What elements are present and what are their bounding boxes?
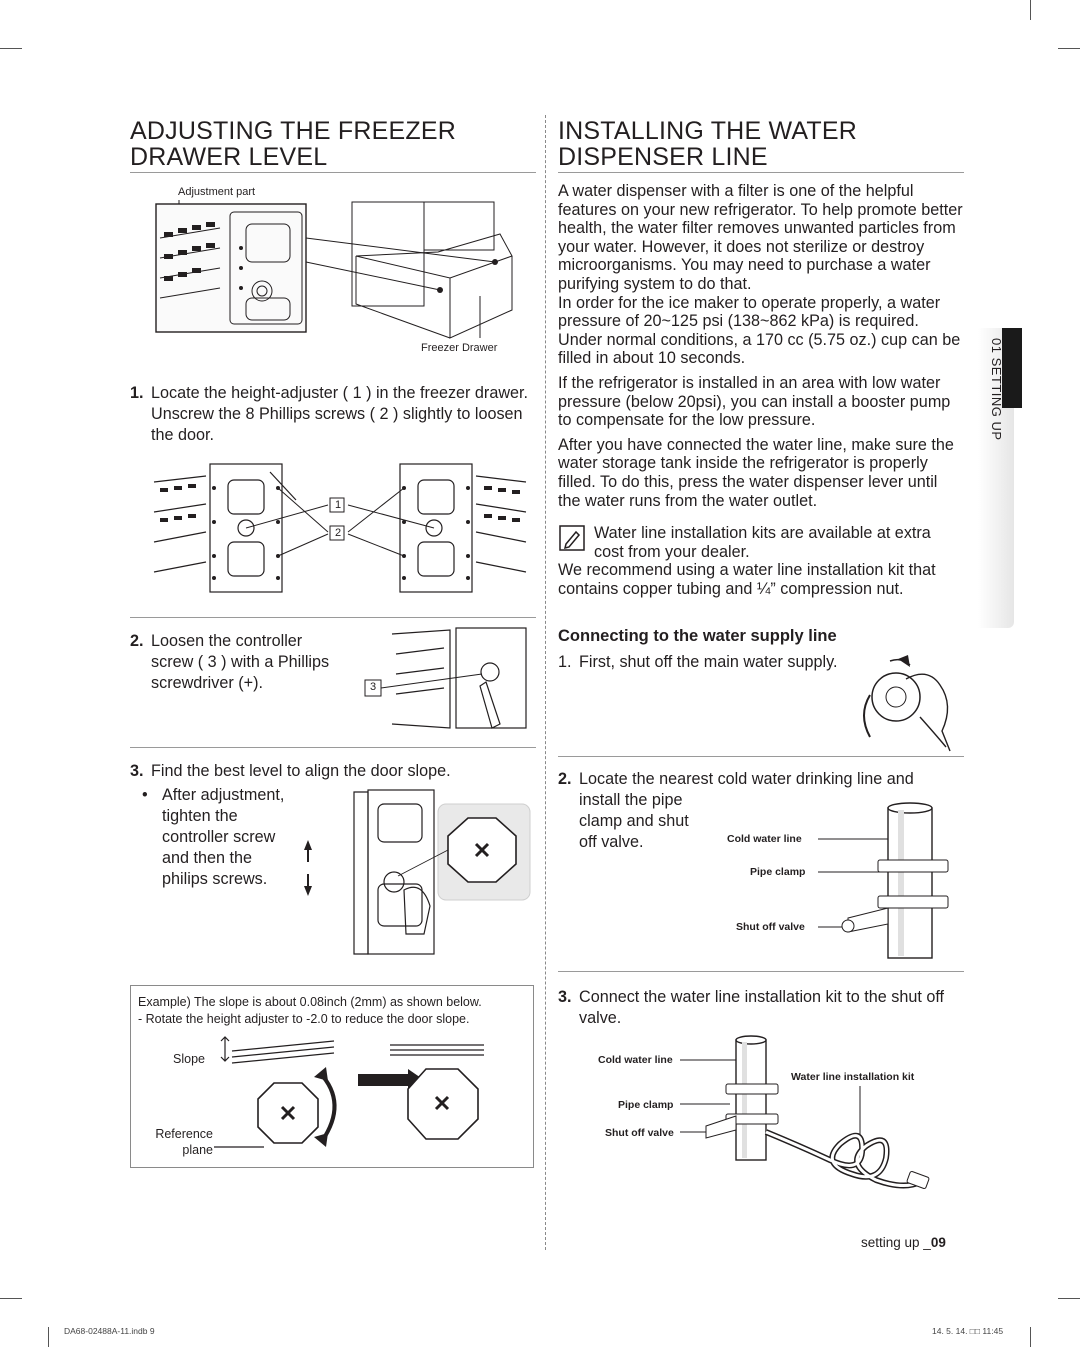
crop-mark	[1058, 48, 1080, 49]
step-number: 2.	[558, 770, 572, 788]
pipe-clamp-figure	[818, 800, 958, 965]
example-text	[138, 994, 534, 1028]
step-number: 1.	[130, 384, 144, 402]
chapter-tab-marker	[1002, 328, 1022, 408]
step-text: Loosen the controller screw ( 3 ) with a Phillips screwdriver (+).	[151, 632, 330, 692]
step-number: 2.	[130, 632, 144, 650]
pipe-clamp-label: Pipe clamp	[750, 866, 806, 878]
title-rule	[130, 172, 536, 173]
adjustment-part-label: Adjustment part	[178, 186, 256, 198]
step-text-a: Locate the nearest cold water drinking line and	[579, 770, 914, 788]
column-divider	[545, 115, 546, 1250]
print-slug-file: DA68-02488A-11.indb 9	[64, 1326, 155, 1336]
intro-paragraph-2: In order for the ice maker to operate properly, a water pressure of 20~125 psi (138~862 kPa) is required. Under normal conditions, a 170 cc (5.75 oz.) cup can be filled in about 10 seconds.	[558, 293, 961, 368]
tighten-screw-figure	[298, 784, 534, 960]
print-slug-date: 14. 5. 14. □□ 11:45	[932, 1326, 1004, 1336]
crop-mark	[1030, 1327, 1031, 1347]
section-title-water: INSTALLING THE WATER DISPENSER LINE	[558, 117, 857, 171]
intro-text	[558, 182, 964, 516]
bullet-text: After adjustment, tighten the controller screw and then the philips screws.	[162, 786, 285, 888]
crop-mark	[48, 1327, 49, 1347]
example-line-1: Example) The slope is about 0.08inch (2mm) as shown below.	[138, 995, 482, 1009]
crop-mark	[0, 1298, 22, 1299]
step-rule	[558, 756, 964, 757]
callout-2: 2	[335, 527, 342, 539]
example-line-2: - Rotate the height adjuster to -2.0 to reduce the door slope.	[138, 1012, 470, 1026]
intro-paragraph-3: If the refrigerator is installed in an area with low water pressure (below 20psi), you can install a booster pump to compensate for the low pressure.	[558, 373, 951, 430]
step-text: Find the best level to align the door slope.	[151, 762, 451, 780]
recommend-text: We recommend using a water line installation kit that contains copper tubing and ¼” compression nut.	[558, 561, 936, 598]
connecting-subheading: Connecting to the water supply line	[558, 627, 837, 645]
installation-kit-figure	[680, 1034, 950, 1209]
chapter-tab-label: 01 SETTING UP	[989, 338, 1004, 441]
step-rule	[130, 617, 536, 618]
callout-3: 3	[370, 681, 377, 693]
crop-mark	[0, 48, 22, 49]
title-rule	[558, 172, 964, 173]
step-number: 1.	[558, 653, 572, 671]
bullet-icon: •	[142, 786, 148, 804]
shutoff-hand-figure	[850, 655, 960, 755]
kit-pipe-clamp-label: Pipe clamp	[618, 1099, 674, 1111]
slope-label: Slope	[173, 1052, 205, 1066]
cold-water-line-label: Cold water line	[727, 833, 802, 845]
intro-paragraph-4: After you have connected the water line, make sure the water storage tank inside the refrigerator is properly filled. To do this, press the water dispenser lever until the water runs from the water outlet.	[558, 435, 954, 510]
kit-label: Water line installation kit	[791, 1071, 915, 1083]
note-text: Water line installation kits are available at extra cost from your dealer.	[594, 524, 931, 561]
page-footer	[861, 1235, 946, 1250]
reference-plane-label: Reference plane	[155, 1127, 213, 1157]
step-rule	[130, 747, 536, 748]
kit-cold-water-line-label: Cold water line	[598, 1054, 673, 1066]
step-text-b: install the pipe clamp and shut off valve.	[579, 791, 689, 851]
note-icon	[558, 524, 588, 554]
page-number: 09	[930, 1235, 946, 1250]
step-number: 3.	[130, 762, 144, 780]
kit-shut-off-valve-label: Shut off valve	[605, 1127, 674, 1139]
controller-screw-figure	[360, 624, 532, 734]
step-rule	[558, 971, 964, 972]
crop-mark	[1058, 1298, 1080, 1299]
intro-paragraph-1: A water dispenser with a filter is one of the helpful features on your new refrigerator. To help promote better health, the water filter removes unwanted particles from your water. However, it does not sterilize or destroy microorganisms. You may need to purchase a water purifying system to do that.	[558, 182, 963, 293]
callout-1: 1	[335, 499, 342, 511]
freezer-drawer-label: Freezer Drawer	[421, 342, 498, 354]
crop-mark	[1030, 0, 1031, 20]
freezer-drawer-figure	[150, 198, 530, 343]
step-text: Locate the height-adjuster ( 1 ) in the freezer drawer. Unscrew the 8 Phillips screws ( 2 ) slightly to loosen the door.	[151, 384, 529, 444]
step-text: First, shut off the main water supply.	[579, 653, 838, 671]
step-text: Connect the water line installation kit to the shut off valve.	[579, 988, 945, 1027]
slope-example-figure	[214, 1033, 494, 1163]
shut-off-valve-label: Shut off valve	[736, 921, 805, 933]
step-number: 3.	[558, 988, 572, 1006]
section-title-freezer: ADJUSTING THE FREEZER DRAWER LEVEL	[130, 117, 456, 171]
page-label: setting up _	[861, 1235, 931, 1250]
